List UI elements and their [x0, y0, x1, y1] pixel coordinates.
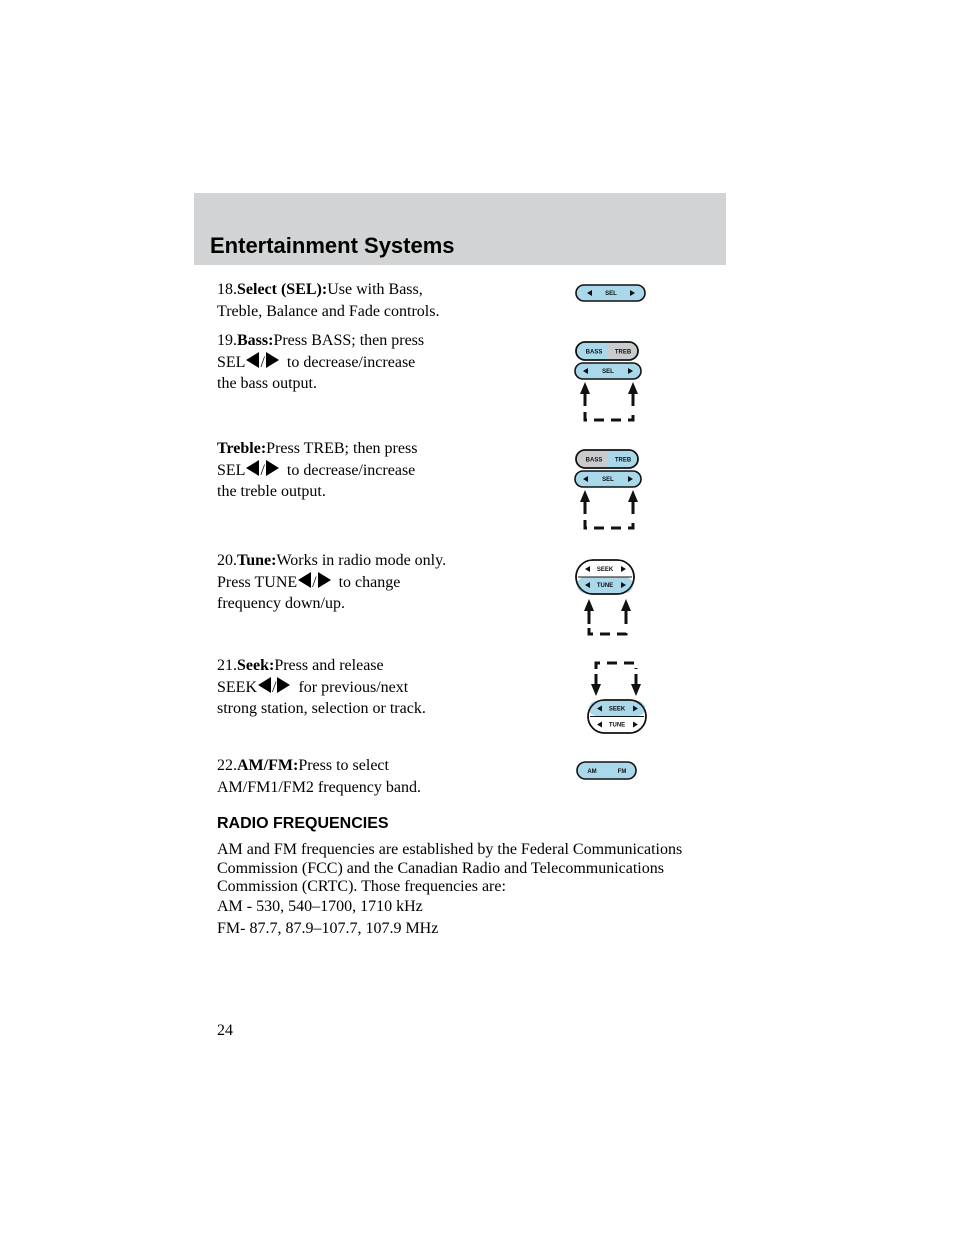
- item-control: SEL: [217, 461, 246, 479]
- bass-label: BASS: [585, 457, 603, 464]
- tune-label: TUNE: [608, 722, 626, 729]
- item-number: 18.: [217, 281, 237, 298]
- seek-button-illustration: [586, 660, 648, 736]
- arrow-left-icon: [258, 677, 271, 693]
- item-text: Press to select: [298, 757, 389, 774]
- paragraph-line: AM and FM frequencies are established by the Federal Communications: [217, 841, 683, 858]
- treb-label: TREB: [614, 457, 632, 464]
- arrow-left-icon: [298, 572, 311, 588]
- treb-label: TREB: [614, 349, 632, 356]
- item-amfm: [217, 755, 517, 798]
- item-title: Treble:: [217, 440, 267, 457]
- arrow-right-icon: [277, 677, 290, 693]
- item-select: [217, 279, 517, 322]
- amfm-button-illustration: [576, 761, 638, 781]
- am-label: AM: [587, 769, 597, 775]
- item-control: SEL: [217, 353, 246, 371]
- item-number: 22.: [217, 757, 237, 774]
- item-text: AM/FM1/FM2 frequency band.: [217, 778, 421, 796]
- item-text: strong station, selection or track.: [217, 700, 426, 717]
- paragraph-line: Commission (FCC) and the Canadian Radio and Telecommunications: [217, 859, 664, 877]
- arrow-left-icon: [246, 352, 259, 368]
- item-tune: [217, 550, 517, 615]
- section-heading-radio-frequencies: RADIO FREQUENCIES: [217, 815, 389, 832]
- sel-label: SEL: [605, 291, 617, 298]
- item-text: to decrease/increase: [286, 461, 416, 479]
- seek-label: SEEK: [596, 567, 614, 574]
- item-text: Treble, Balance and Fade controls.: [217, 302, 440, 320]
- arrow-left-icon: [246, 460, 259, 476]
- item-title: Bass:: [237, 332, 274, 349]
- item-text: to change: [338, 573, 401, 591]
- section-header: [194, 193, 726, 265]
- separator: /: [260, 353, 265, 371]
- item-text: Works in radio mode only.: [276, 552, 447, 569]
- item-text: Press and release: [274, 657, 384, 674]
- item-number: 21.: [217, 657, 237, 674]
- fm-frequencies: FM- 87.7, 87.9–107.7, 107.9 MHz: [217, 920, 439, 937]
- section-title: Entertainment Systems: [210, 233, 455, 258]
- tune-label: TUNE: [596, 583, 614, 590]
- arrow-right-icon: [266, 352, 279, 368]
- separator: /: [312, 573, 317, 591]
- page-number: 24: [217, 1022, 233, 1039]
- radio-frequencies-intro: [217, 841, 737, 897]
- item-title: AM/FM:: [237, 757, 299, 774]
- item-text: the treble output.: [217, 483, 326, 500]
- seek-label: SEEK: [608, 706, 626, 713]
- item-text: for previous/next: [298, 678, 409, 696]
- item-title: Tune:: [237, 552, 277, 569]
- sel-label: SEL: [602, 369, 614, 376]
- arrow-right-icon: [266, 460, 279, 476]
- item-text: Press BASS; then press: [273, 332, 425, 349]
- item-control: SEEK: [217, 678, 257, 696]
- item-seek: [217, 655, 517, 720]
- tune-button-illustration: [574, 558, 638, 640]
- fm-label: FM: [617, 769, 627, 775]
- bass-label: BASS: [585, 349, 603, 356]
- sel-button-illustration: [575, 284, 647, 304]
- item-treble: [217, 438, 517, 503]
- arrow-right-icon: [318, 572, 331, 588]
- paragraph-line: Commission (CRTC). Those frequencies are:: [217, 878, 506, 895]
- treble-button-illustration: [573, 448, 645, 532]
- sel-label: SEL: [602, 477, 614, 484]
- item-text: Press TREB; then press: [266, 440, 418, 457]
- item-text: Use with Bass,: [327, 281, 423, 298]
- item-number: 20.: [217, 552, 237, 569]
- item-bass: [217, 330, 517, 395]
- item-text: the bass output.: [217, 375, 317, 392]
- item-title: Select (SEL):: [237, 281, 328, 298]
- item-number: 19.: [217, 332, 237, 349]
- item-title: Seek:: [237, 657, 275, 674]
- item-control: Press TUNE: [217, 573, 298, 591]
- separator: /: [272, 678, 277, 696]
- item-text: to decrease/increase: [286, 353, 416, 371]
- bass-button-illustration: [573, 340, 645, 424]
- item-text: frequency down/up.: [217, 595, 345, 612]
- am-frequencies: AM - 530, 540–1700, 1710 kHz: [217, 898, 423, 915]
- separator: /: [260, 461, 265, 479]
